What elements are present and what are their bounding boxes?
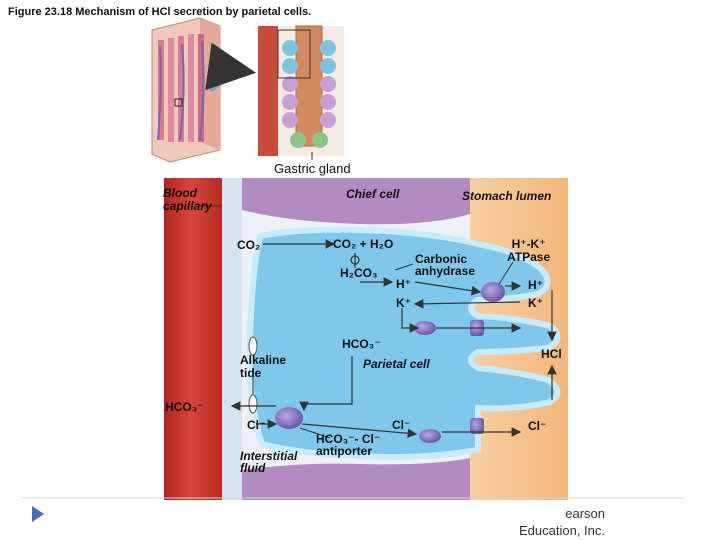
label-chief-cell: Chief cell — [346, 187, 400, 201]
cl-channel — [419, 429, 441, 443]
label-carbonic-anhydrase: Carbonic anhydrase — [415, 252, 476, 278]
gastric-tissue-block — [152, 18, 220, 162]
label-k-lumen: K⁺ — [528, 296, 543, 310]
label-h-inner: H⁺ — [396, 277, 411, 291]
label-hco3-inner: HCO₃⁻ — [342, 337, 381, 351]
slide-bullet-icon — [32, 506, 44, 522]
hco3-cl-antiporter — [275, 407, 303, 429]
label-hco3-outer: HCO₃⁻ — [165, 400, 204, 414]
label-parietal-cell: Parietal cell — [363, 357, 430, 371]
capillary-pore-bottom — [249, 395, 257, 413]
label-h-lumen: H⁺ — [528, 278, 543, 292]
label-cl-lumen: Cl⁻ — [528, 419, 547, 433]
label-interstitial-fluid: Interstitial fluid — [240, 449, 298, 475]
label-co2-capillary: CO₂ — [237, 238, 261, 252]
label-k-inner: K⁺ — [396, 296, 411, 310]
label-alkaline-tide: Alkaline tide — [240, 353, 287, 380]
blood-capillary — [160, 178, 222, 500]
label-reaction: CO₂ + H₂O — [333, 237, 394, 251]
label-antiporter: HCO₃⁻- Cl⁻ antiporter — [316, 432, 381, 458]
label-hcl: HCl — [541, 347, 562, 361]
interstitial-space — [222, 178, 242, 500]
label-cl-mid: Cl⁻ — [392, 418, 411, 432]
label-cl-left: Cl⁻ — [247, 418, 266, 432]
label-stomach-lumen: Stomach lumen — [462, 189, 552, 203]
label-h2co3: H₂CO₃ — [340, 266, 378, 280]
hk-atpase-pump — [481, 282, 505, 302]
label-blood-capillary: Blood capillary — [163, 186, 212, 213]
figure-title: Figure 23.18 Mechanism of HCl secretion by parietal cells. — [8, 6, 312, 18]
gastric-gland-inset — [258, 26, 344, 156]
label-hk-atpase: H⁺-K⁺ ATPase — [507, 237, 551, 264]
copyright-footer: earson Education, Inc. — [519, 506, 605, 538]
label-gastric-gland: Gastric gland — [274, 161, 351, 176]
